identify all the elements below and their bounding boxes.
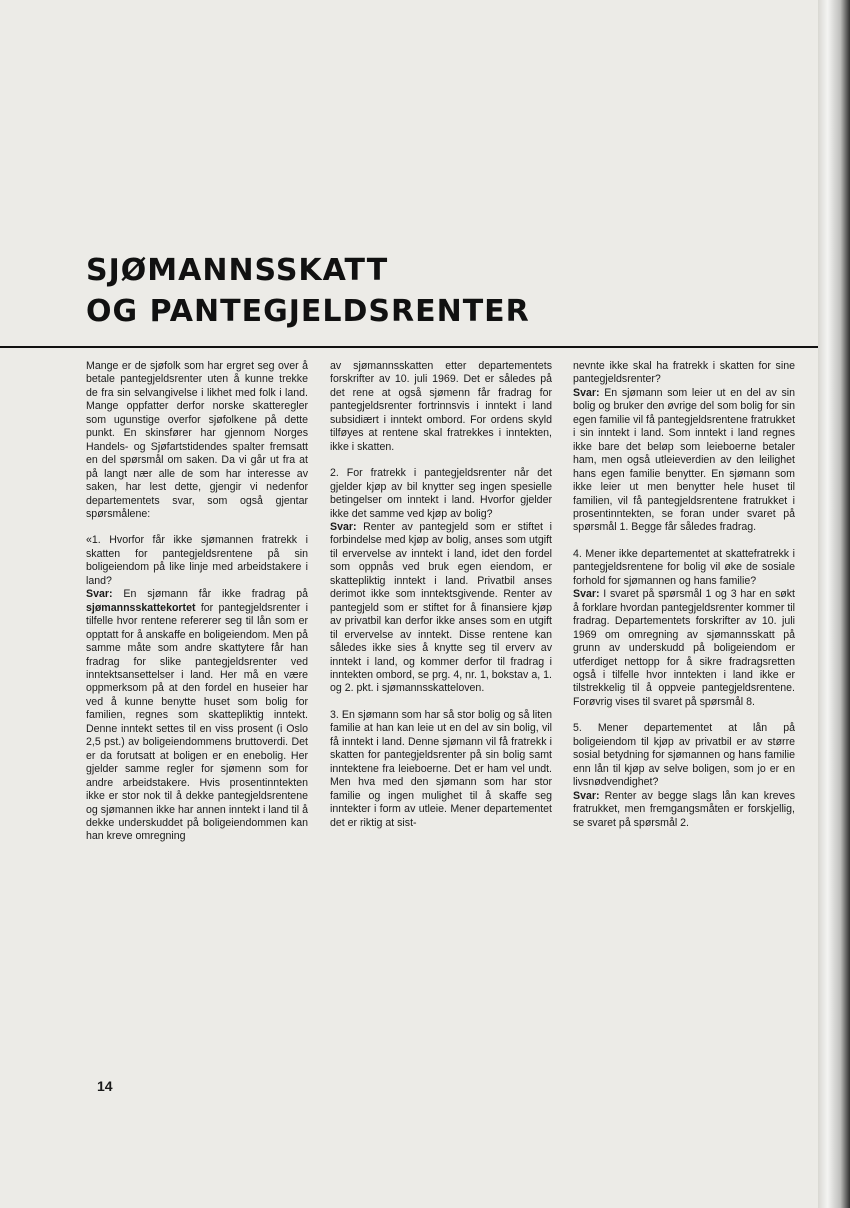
emphasis-sjomannsskattekortet: sjømannsskattekortet: [86, 601, 196, 614]
answer-5: Svar: Renter av begge slags lån kan kreves fratrukket, men fremgangsmåten er forskjellig, se svaret på spørsmål 2.: [573, 789, 795, 829]
column-2: [330, 360, 552, 843]
answer-4: Svar: I svaret på spørsmål 1 og 3 har en søkt å forklare hvordan pantegjeldsrenter kommer til fradrag. Departementets forskrifter av 10. juli 1969 om omregning av sjømannsskatt på grunn av underskudd på boligeiendom er utferdiget nettopp for å sikre fradragsretten også i tilfelle hvor inntekten i land ikke er tilstrekkelig til å oppveie pantegjeldsrentene. Forøvrig vises til svaret på spørsmål 8.: [573, 588, 795, 708]
title-line-2: OG PANTEGJELDSRENTER: [86, 294, 530, 329]
answer-1: Svar: En sjømann får ikke fradrag på sjømannsskattekortet for pantegjeldsrenter i tilfelle hvor rentene refererer seg til lån som er opptatt for å anskaffe en boligeiendom. Men på samme måte som andre skattytere får han fradrag for slike pantegjeldsrenter ved inntektsansettelser i land. Her må en være oppmerksom på at den fordel en huseier har ved å kunne benytte huset som bolig for familien, regnes som skattepliktig inntekt. Denne inntekt settes til en viss prosent (i Oslo 2,5 pst.) av boligeiendommens bruttoverdi. Det er da forutsatt at boligen er en enebolig. Her gjelder samme regler for sjømenn som for andre arbeidstakere. Hvis prosentinntekten ikke er stor nok til å dekke pantegjeldsrentene og sjømannen ikke har annen inntekt i land til å dekke underskuddet på boligeiendommen kan han kreve omregning: [86, 588, 308, 843]
answer-1-continued: av sjømannsskatten etter departementets forskrifter av 10. juli 1969. Det er således på det rene at også sjømenn får fradrag for pantegjeldsrenter fortrinnsvis i inntekt i land subsidiært i inntekt ombord. For ordens skyld tilføyes at rentene skal fratrekkes i inntekten, ikke i skatten.: [330, 360, 552, 453]
title-line-1: SJØMANNSSKATT: [86, 253, 389, 288]
svar-label: Svar:: [573, 789, 600, 802]
column-3: [573, 360, 795, 843]
svar-label: Svar:: [573, 588, 600, 601]
page-number: 14: [97, 1078, 113, 1094]
answer-2: Svar: Renter av pantegjeld som er stiftet i forbindelse med kjøp av bolig, anses som utgift til ervervelse av inntekt i land, idet den fordel som oppnås ved bruk egen eiendom, er skattepliktig inntekt i land. Privatbil anses derimot ikke som inntektsgivende. Renter av pantegjeld som er stiftet for å finansiere kjøp av privatbil kan derfor ikke anses som en utgift til ervervelse av inntekt. Disse rentene kan således ikke sies å knytte seg til erverv av inntekt i land, og kommer derfor til fradrag i inntekten ombord, se prg. 4, nr. 1, bokstav a, 1. og 2. pkt. i sjømannsskatteloven.: [330, 520, 552, 695]
question-3-continued: nevnte ikke skal ha fratrekk i skatten for sine pantegjeldsrenter?: [573, 360, 795, 386]
question-2: 2. For fratrekk i pantegjeldsrenter når det gjelder kjøp av bil knytter seg ingen spesielle betingelser om inntekt i land. Hvorfor gjelder ikke det samme ved kjøp av bolig?: [330, 467, 552, 520]
answer-3: Svar: En sjømann som leier ut en del av sin bolig og bruker den øvrige del som bolig for sin egen familie vil få pantegjeldsrentene fratrukket i sin inntekt i land. Som inntekt i land regnes ikke bare det beløp som leieboerne betaler ham, men også utleieverdien av den leilighet hans egen familie benytter. En sjømann som ikke leier ut men benytter hele huset til familien, vil få pantegjeldsrentene fratrukket i prosentinntekten, se foran under svaret på spørsmål 1. Begge får således fradrag.: [573, 386, 796, 534]
question-4: 4. Mener ikke departementet at skattefratrekk i pantegjeldsrentene for bolig vil øke de sosiale forhold for sjømannen og hans familie?: [573, 547, 795, 587]
svar-label: Svar:: [573, 386, 600, 399]
article-title: [86, 250, 530, 332]
book-edge: [818, 0, 850, 1208]
question-3: 3. En sjømann som har så stor bolig og så liten familie at han kan leie ut en del av sin bolig, vil få inntekt i land. Denne sjømann vil få fratrekk i skatten for pantegjeldsrenter på sin bolig samt inntektene fra leieboerne. Det er ham vel undt. Men hva med den sjømann som har stor familie og ingen mulighet til å skaffe seg inntekter i form av utleie. Mener departementet det er riktig at sist-: [330, 708, 552, 829]
svar-label: Svar:: [86, 588, 113, 601]
column-1: [86, 360, 308, 857]
question-5: 5. Mener departementet at lån på boligeiendom til kjøp av privatbil er av større sosial betydning for sjømannen og hans familie enn lån til kjøp av selve boligen, som jo er en livsnødvendighet?: [573, 722, 795, 789]
svar-label: Svar:: [330, 520, 357, 533]
question-1: «1. Hvorfor får ikke sjømannen fratrekk i skatten for pantegjeldsrentene på sin boligeiendom på like linje med arbeidstakere i land?: [86, 534, 308, 587]
title-rule: [0, 346, 818, 348]
intro-paragraph: Mange er de sjøfolk som har ergret seg over å betale pantegjeldsrenter uten å kunne trekke de fra sin selvangivelse i likhet med folk i land. Mange oppfatter derfor norske skatteregler som ugunstige overfor sjøfolkene på dette punkt. En skinsfører har gjennom Norges Handels- og Sjøfartstidendes spalter fremsatt en del spørsmål om saken. Da vi går ut fra at på langt nær alle de som har interesse av saken, har lest dette, gjengir vi nedenfor departementets svar, som også gjentar spørsmålene:: [86, 360, 308, 520]
